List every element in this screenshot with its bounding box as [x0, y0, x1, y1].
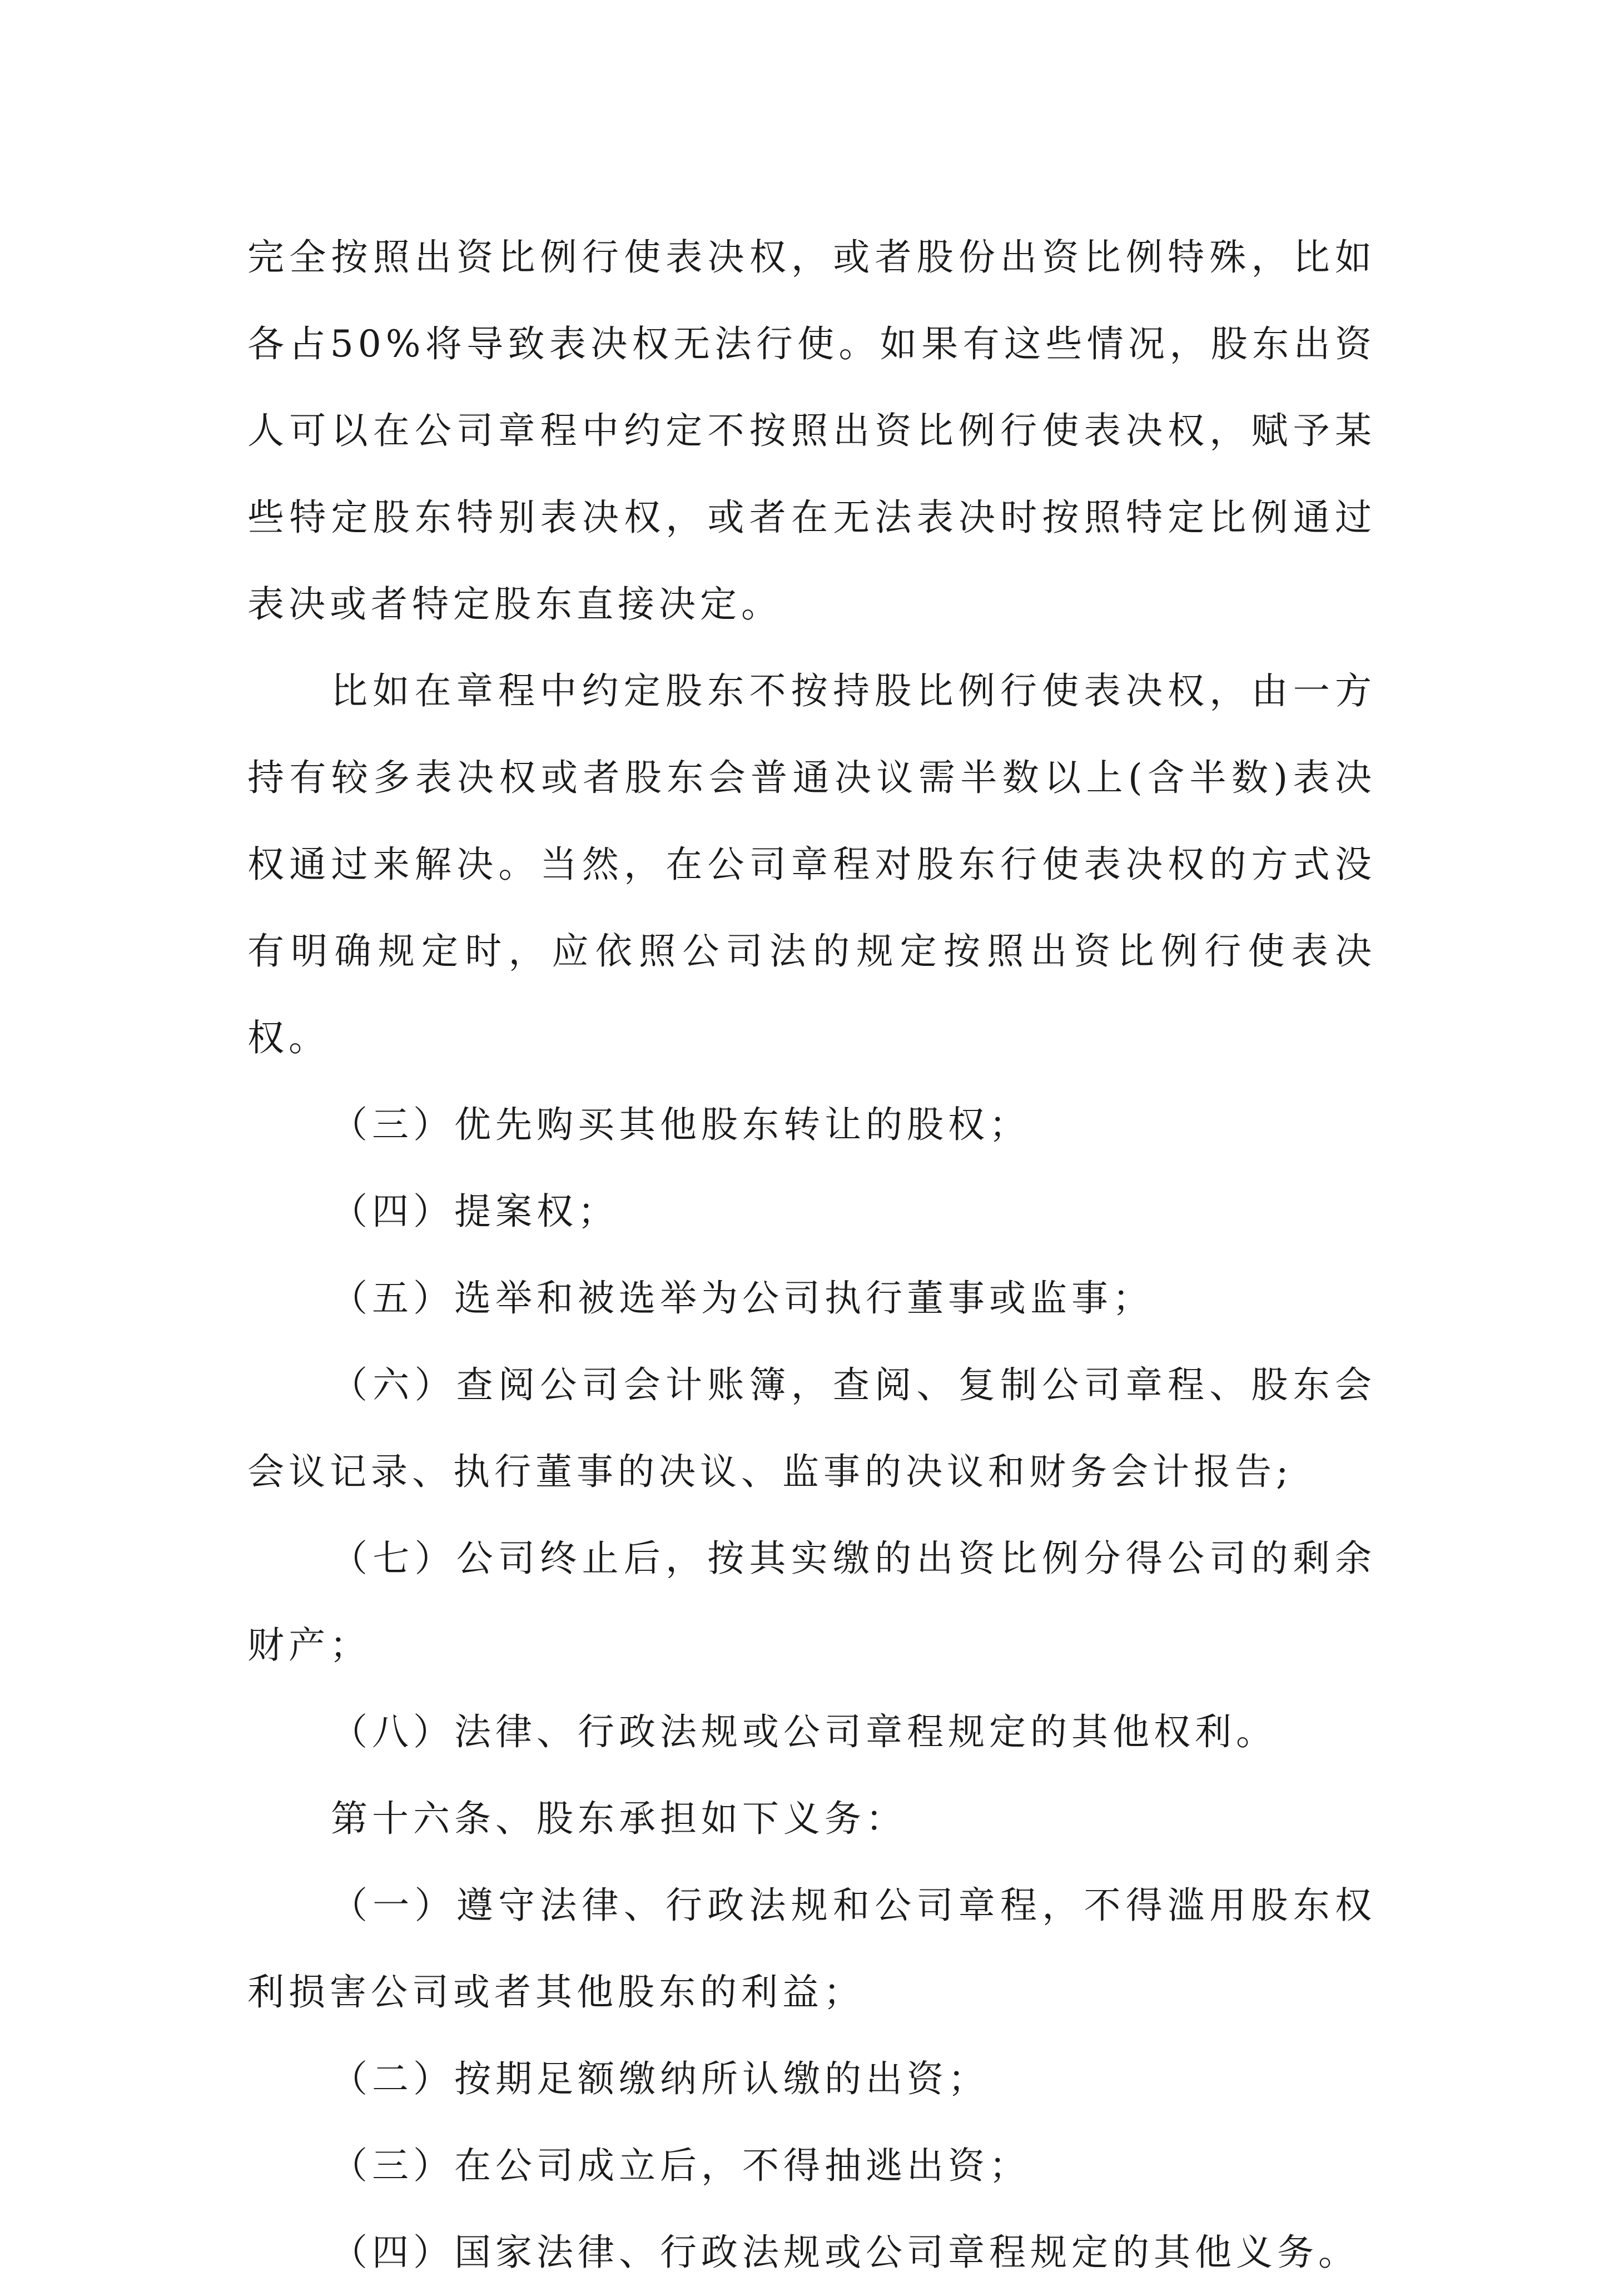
list-item-right-6: （六）查阅公司会计账簿，查阅、复制公司章程、股东会会议记录、执行董事的决议、监事的决议和财务会计报告; [247, 1363, 1376, 1493]
list-item-right-3: （三）优先购买其他股东转让的股权； [331, 1103, 1030, 1146]
list-item-obligation-3: （三）在公司成立后，不得抽逃出资； [331, 2144, 1030, 2187]
list-item-obligation-2: （二）按期足额缴纳所认缴的出资； [331, 2057, 989, 2100]
list-item-right-8: （八）法律、行政法规或公司章程规定的其他权利。 [331, 1710, 1277, 1753]
list-item-obligation-4: （四）国家法律、行政法规或公司章程规定的其他义务。 [331, 2231, 1359, 2274]
list-item-obligation-1: （一）遵守法律、行政法规和公司章程，不得滥用股东权利损害公司或者其他股东的利益； [247, 1884, 1376, 2014]
list-item-right-5: （五）选举和被选举为公司执行董事或监事； [331, 1277, 1154, 1320]
document-body [247, 214, 1376, 2296]
article-16-heading: 第十六条、股东承担如下义务： [331, 1797, 907, 1840]
list-item-right-4: （四）提案权； [331, 1190, 619, 1233]
paragraph-voting-rights-continued: 完全按照出资比例行使表决权，或者股份出资比例特殊，比如各占50%将导致表决权无法行使。如果有这些情况，股东出资人可以在公司章程中约定不按照出资比例行使表决权，赋予某些特定股东特别表决权，或者在无法表决时按照特定比例通过表决或者特定股东直接决定。 [247, 236, 1376, 626]
paragraph-voting-rights-example: 比如在章程中约定股东不按持股比例行使表决权，由一方持有较多表决权或者股东会普通决议需半数以上(含半数)表决权通过来解决。当然，在公司章程对股东行使表决权的方式没有明确规定时，应依照公司法的规定按照出资比例行使表决权。 [247, 670, 1376, 1059]
list-item-right-7: （七）公司终止后，按其实缴的出资比例分得公司的剩余财产； [247, 1537, 1376, 1667]
